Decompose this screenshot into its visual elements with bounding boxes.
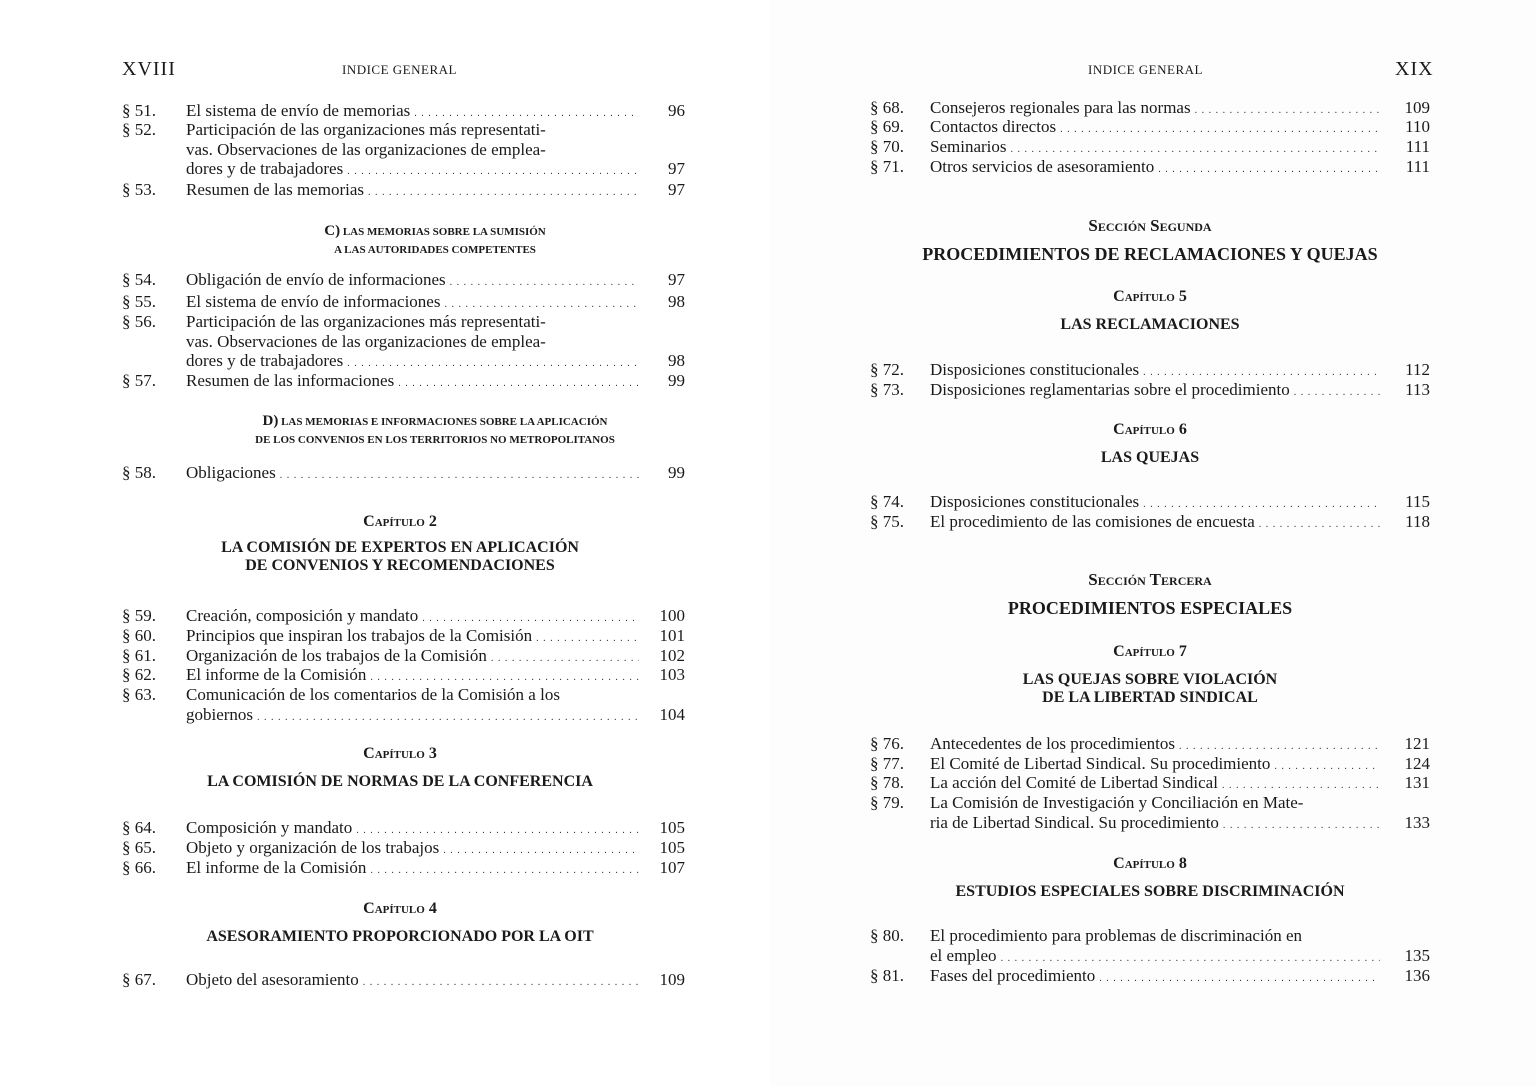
section-number: § 57. [122, 371, 156, 390]
leader-dots [1139, 360, 1380, 380]
running-header-right: INDICE GENERAL [1088, 62, 1203, 77]
chapter-5-label: Capítulo 5 [1113, 288, 1187, 305]
page-reference: 115 [1405, 492, 1430, 511]
page-reference: 109 [659, 970, 685, 989]
subsection-c-lead: C) [324, 223, 341, 239]
leader-dots [1154, 157, 1380, 177]
entry-title [186, 292, 639, 312]
page-reference: 111 [1405, 137, 1430, 156]
entry-title-line: El sistema de envío de informaciones [186, 292, 441, 311]
section-number: § 72. [870, 360, 904, 379]
chapter-4-label: Capítulo 4 [363, 900, 437, 917]
leader-dots [440, 292, 639, 312]
entry-title-line: Contactos directos [930, 117, 1057, 136]
page-reference: 99 [668, 463, 685, 482]
chapter-8-title: ESTUDIOS ESPECIALES SOBRE DISCRIMINACIÓN [955, 883, 1345, 900]
leader-dots [366, 665, 639, 685]
entry-title-line: Disposiciones constitucionales [930, 492, 1140, 511]
section-number: § 65. [122, 838, 156, 857]
toc-entry [122, 270, 685, 290]
entry-title-line: Resumen de las memorias [186, 180, 364, 199]
leader-dots [997, 946, 1380, 966]
entry-title-line: Composición y mandato [186, 818, 353, 837]
entry-title [186, 818, 639, 838]
toc-entry [122, 606, 685, 626]
chapter-8-label: Capítulo 8 [1113, 855, 1187, 872]
leader-dots [439, 838, 639, 858]
section-number: § 51. [122, 101, 156, 120]
toc-entry [870, 98, 1430, 118]
section-number: § 76. [870, 734, 904, 753]
entry-title [930, 137, 1380, 157]
page-reference: 97 [668, 180, 685, 199]
toc-entry [870, 966, 1430, 986]
toc-entry [870, 137, 1430, 157]
toc-entry [870, 512, 1430, 532]
section-number: § 74. [870, 492, 904, 511]
entry-title [186, 838, 639, 858]
section-number: § 59. [122, 606, 156, 625]
entry-title-line: Participación de las organizaciones más representati- [186, 312, 546, 331]
entry-title-line: El informe de la Comisión [186, 665, 367, 684]
leader-dots [1175, 734, 1380, 754]
toc-entry [870, 360, 1430, 380]
right-page [770, 0, 1536, 1086]
section-number: § 63. [122, 685, 156, 704]
entry-title-line: Obligaciones [186, 463, 276, 482]
entry-title-line: Fases del procedimiento [930, 966, 1096, 985]
entry-title-line: El informe de la Comisión [186, 858, 367, 877]
toc-entry [122, 120, 685, 179]
seccion-segunda-heading [870, 216, 1430, 265]
subsection-c-line1: LAS MEMORIAS SOBRE LA SUMISIÓN [342, 226, 546, 238]
leader-dots [1191, 98, 1380, 118]
toc-entry [870, 773, 1430, 793]
page-reference: 112 [1405, 360, 1430, 379]
entry-title-line: Consejeros regionales para las normas [930, 98, 1191, 117]
entry-title-line: El procedimiento para problemas de discriminación en [930, 926, 1302, 945]
page-reference: 111 [1405, 157, 1430, 176]
page-reference: 110 [1405, 117, 1430, 136]
subsection-d-lead: D) [262, 413, 279, 429]
section-number: § 55. [122, 292, 156, 311]
section-number: § 80. [870, 926, 904, 945]
entry-title [186, 101, 639, 121]
entry-title [930, 157, 1380, 177]
entry-title-line: El Comité de Libertad Sindical. Su procedimiento [930, 754, 1271, 773]
entry-title [930, 966, 1380, 986]
section-number: § 79. [870, 793, 904, 812]
toc-entry [122, 180, 685, 200]
entry-title-line: Disposiciones constitucionales [930, 360, 1140, 379]
leader-dots [446, 270, 639, 290]
toc-entry [870, 926, 1430, 965]
chapter-2-title-1: LA COMISIÓN DE EXPERTOS EN APLICACIÓN [221, 539, 579, 556]
leader-dots [364, 180, 639, 200]
section-number: § 71. [870, 157, 904, 176]
entry-title-line: Antecedentes de los procedimientos [930, 734, 1176, 753]
section-number: § 81. [870, 966, 904, 985]
leader-dots [418, 606, 639, 626]
leader-dots [1056, 117, 1380, 137]
toc-entry [122, 626, 685, 646]
page-reference: 101 [659, 626, 685, 645]
entry-title [930, 360, 1380, 380]
entry-title [186, 270, 639, 290]
toc-entry [122, 292, 685, 312]
seccion-tercera-heading [920, 570, 1380, 619]
section-number: § 69. [870, 117, 904, 136]
leader-dots [532, 626, 639, 646]
page-reference: 121 [1404, 734, 1430, 753]
section-number: § 77. [870, 754, 904, 773]
section-number: § 66. [122, 858, 156, 877]
page-reference: 131 [1404, 773, 1430, 792]
chapter-5-heading [950, 288, 1350, 334]
chapter-8-heading [900, 855, 1400, 901]
section-number: § 52. [122, 120, 156, 139]
entry-title-line: Creación, composición y mandato [186, 606, 419, 625]
subsection-c-line2: A LAS AUTORIDADES COMPETENTES [334, 244, 536, 256]
entry-title [186, 626, 639, 646]
toc-entry [122, 371, 685, 391]
chapter-6-title: LAS QUEJAS [1100, 449, 1200, 466]
toc-entry [122, 463, 685, 483]
chapter-5-title: LAS RECLAMACIONES [1060, 316, 1240, 333]
toc-entry [122, 970, 685, 990]
toc-entry [122, 818, 685, 838]
chapter-3-heading [170, 745, 630, 791]
entry-title-line: Organización de los trabajos de la Comisión [186, 646, 487, 665]
page-reference: 135 [1404, 945, 1430, 965]
leader-dots [352, 818, 639, 838]
page-reference: 102 [659, 646, 685, 665]
page-reference: 124 [1404, 754, 1430, 773]
chapter-4-title: ASESORAMIENTO PROPORCIONADO POR LA OIT [206, 928, 594, 945]
subsection-c-heading [200, 222, 670, 259]
page-reference: 107 [659, 858, 685, 877]
leader-dots [253, 705, 639, 725]
subsection-d-line2: DE LOS CONVENIOS EN LOS TERRITORIOS NO METROPOLITANOS [255, 434, 615, 446]
leader-dots [1270, 754, 1380, 774]
running-header-left: INDICE GENERAL [342, 62, 457, 77]
toc-entry [122, 838, 685, 858]
leader-dots [1139, 492, 1380, 512]
section-number: § 68. [870, 98, 904, 117]
toc-entry [870, 380, 1430, 400]
entry-title-line: gobiernos [186, 704, 254, 724]
entry-title [186, 858, 639, 878]
seccion-tercera-title: PROCEDIMIENTOS ESPECIALES [1007, 598, 1293, 618]
entry-title-line: La Comisión de Investigación y Conciliación en Mate- [930, 793, 1304, 812]
page-reference: 99 [668, 371, 685, 390]
page-number-left: XVIII [122, 58, 176, 80]
toc-entry [122, 312, 685, 371]
entry-title [930, 734, 1380, 754]
page-reference: 113 [1405, 380, 1430, 399]
page-reference: 98 [668, 351, 685, 370]
toc-entry [122, 858, 685, 878]
entry-title [186, 606, 639, 626]
entry-title-line: Obligación de envío de informaciones [186, 270, 446, 289]
toc-entry [122, 685, 685, 724]
leader-dots [343, 351, 639, 371]
entry-title-line: vas. Observaciones de las organizaciones de emplea- [186, 139, 546, 159]
leader-dots [410, 101, 639, 121]
leader-dots [394, 371, 639, 391]
section-number: § 78. [870, 773, 904, 792]
toc-entry [870, 734, 1430, 754]
section-number: § 58. [122, 463, 156, 482]
entry-title-line: vas. Observaciones de las organizaciones de emplea- [186, 331, 546, 351]
section-number: § 62. [122, 665, 156, 684]
entry-title [930, 98, 1380, 118]
entry-title-line: Otros servicios de asesoramiento [930, 157, 1155, 176]
page-reference: 136 [1404, 966, 1430, 985]
leader-dots [1219, 813, 1380, 833]
leader-dots [1218, 773, 1380, 793]
page-reference: 118 [1405, 512, 1430, 531]
section-number: § 61. [122, 646, 156, 665]
subsection-d-line1: LAS MEMORIAS E INFORMACIONES SOBRE LA APLICACIÓN [281, 416, 608, 428]
page-number-right: XIX [1395, 58, 1434, 80]
leader-dots [1255, 512, 1380, 532]
entry-title [186, 463, 639, 483]
entry-title-line: El procedimiento de las comisiones de encuesta [930, 512, 1255, 531]
section-number: § 56. [122, 312, 156, 331]
entry-title [930, 773, 1380, 793]
page-reference: 105 [659, 818, 685, 837]
toc-entry [870, 117, 1430, 137]
entry-title [186, 685, 639, 724]
entry-title [930, 380, 1380, 400]
section-number: § 60. [122, 626, 156, 645]
chapter-6-heading [950, 421, 1350, 467]
entry-title [930, 754, 1380, 774]
page-reference: 133 [1404, 812, 1430, 832]
entry-title-line: Comunicación de los comentarios de la Comisión a los [186, 685, 560, 704]
leader-dots [1290, 380, 1380, 400]
chapter-6-label: Capítulo 6 [1113, 421, 1187, 438]
entry-title-line: La acción del Comité de Libertad Sindical [930, 773, 1218, 792]
entry-title [930, 117, 1380, 137]
entry-title [186, 312, 639, 371]
entry-title [186, 120, 639, 179]
page-reference: 97 [668, 159, 685, 178]
entry-title-line: dores y de trabajadores [186, 351, 344, 370]
entry-title [930, 926, 1380, 965]
section-number: § 53. [122, 180, 156, 199]
leader-dots [487, 646, 639, 666]
entry-title [186, 371, 639, 391]
page-reference: 96 [668, 101, 685, 120]
entry-title-line: El sistema de envío de memorias [186, 101, 411, 120]
page-reference: 103 [659, 665, 685, 684]
entry-title [186, 970, 639, 990]
subsection-d-heading [160, 412, 710, 449]
page-reference: 104 [659, 704, 685, 724]
toc-entry [122, 665, 685, 685]
page-reference: 97 [668, 270, 685, 289]
section-number: § 54. [122, 270, 156, 289]
page-reference: 98 [668, 292, 685, 311]
seccion-segunda-title: PROCEDIMIENTOS DE RECLAMACIONES Y QUEJAS [922, 244, 1378, 264]
chapter-3-label: Capítulo 3 [363, 745, 437, 762]
entry-title [930, 793, 1380, 832]
chapter-2-label: Capítulo 2 [363, 513, 437, 530]
entry-title-line: Participación de las organizaciones más representati- [186, 120, 546, 139]
section-number: § 75. [870, 512, 904, 531]
chapter-7-heading [950, 643, 1350, 707]
leader-dots [343, 159, 639, 179]
entry-title-line: Objeto y organización de los trabajos [186, 838, 440, 857]
toc-entry [870, 157, 1430, 177]
chapter-2-heading [190, 513, 610, 575]
leader-dots [276, 463, 639, 483]
chapter-7-title-2: DE LA LIBERTAD SINDICAL [1042, 689, 1258, 706]
section-number: § 73. [870, 380, 904, 399]
chapter-4-heading [170, 900, 630, 946]
entry-title [930, 492, 1380, 512]
leader-dots [1095, 966, 1380, 986]
toc-entry [122, 646, 685, 666]
leader-dots [366, 858, 639, 878]
section-number: § 64. [122, 818, 156, 837]
entry-title [186, 646, 639, 666]
page-reference: 100 [659, 606, 685, 625]
page-reference: 109 [1404, 98, 1430, 117]
seccion-tercera-label: Sección Tercera [1088, 570, 1212, 589]
entry-title [930, 512, 1380, 532]
chapter-2-title-2: DE CONVENIOS Y RECOMENDACIONES [245, 557, 555, 574]
entry-title-line: Disposiciones reglamentarias sobre el procedimiento [930, 380, 1290, 399]
toc-entry [870, 754, 1430, 774]
section-number: § 70. [870, 137, 904, 156]
entry-title-line: Objeto del asesoramiento [186, 970, 359, 989]
entry-title [186, 180, 639, 200]
entry-title-line: dores y de trabajadores [186, 159, 344, 178]
page-reference: 105 [659, 838, 685, 857]
entry-title-line: Seminarios [930, 137, 1007, 156]
toc-entry [122, 101, 685, 121]
leader-dots [359, 970, 639, 990]
entry-title-line: Resumen de las informaciones [186, 371, 395, 390]
toc-entry [870, 793, 1430, 832]
leader-dots [1007, 137, 1381, 157]
toc-entry [870, 492, 1430, 512]
entry-title-line: el empleo [930, 945, 997, 965]
entry-title-line: Principios que inspiran los trabajos de la Comisión [186, 626, 533, 645]
chapter-7-title-1: LAS QUEJAS SOBRE VIOLACIÓN [1022, 671, 1278, 688]
seccion-segunda-label: Sección Segunda [1088, 216, 1212, 235]
chapter-3-title: LA COMISIÓN DE NORMAS DE LA CONFERENCIA [207, 773, 593, 790]
chapter-7-label: Capítulo 7 [1113, 643, 1187, 660]
entry-title [186, 665, 639, 685]
section-number: § 67. [122, 970, 156, 989]
entry-title-line: ria de Libertad Sindical. Su procedimiento [930, 812, 1219, 832]
